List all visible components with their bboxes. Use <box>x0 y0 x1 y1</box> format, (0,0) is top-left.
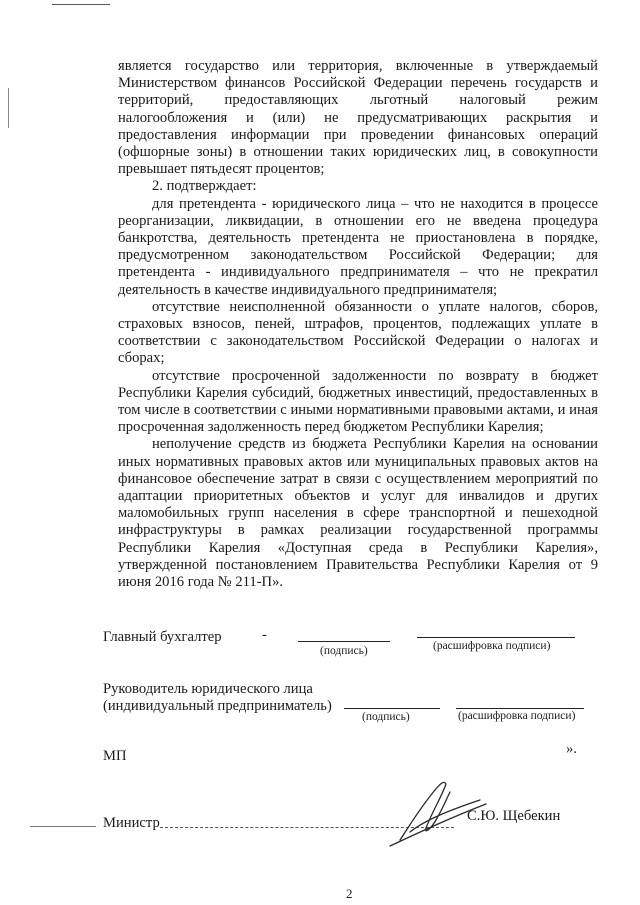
head-signature-line <box>344 708 440 709</box>
scan-mark-left <box>8 88 9 128</box>
paragraph-4: отсутствие неисполненной обязанности о уплате налогов, сборов, страховых взносов, пеней, штрафов, процентов, подлежащих уплате в соответствии с законодательством Российской Федерации о налогах и сборах; <box>118 298 598 367</box>
minister-label: Министр <box>103 815 160 831</box>
document-body <box>118 58 598 591</box>
chief-accountant-signature-line <box>298 641 390 642</box>
paragraph-3: для претендента - юридического лица – что не находится в процессе реорганизации, ликвидации, в отношении его не введена процедура банкротства, деятельность претендента не приостановлена в порядке, предусмотренном законодательством Российской Федерации; для претендента - индивидуального предпринимателя – что не прекратил деятельность в качестве индивидуального предпринимателя; <box>118 195 598 298</box>
scan-line-top <box>52 4 110 5</box>
paragraph-6: неполучение средств из бюджета Республики Карелия на основании иных нормативных правовых актов или муниципальных правовых актов на финансовое обеспечение затрат в связи с осуществлением мероприятий по адаптации приоритетных объектов и услуг для инвалидов и других маломобильных групп населения в сфере транспортной и пешеходной инфраструктуры в рамках реализации государственной программы Республики Карелия «Доступная среда в Республики Карелия», утвержденной постановлением Правительства Республики Карелия от 9 июня 2016 года № 211-П». <box>118 436 598 591</box>
closing-quote: ». <box>566 741 577 757</box>
head-decode-line <box>456 708 584 709</box>
chief-accountant-signature-caption: (подпись) <box>320 645 368 657</box>
head-decode-caption: (расшифровка подписи) <box>458 710 576 722</box>
scan-line-bottom-left <box>30 826 96 827</box>
stamp-label: МП <box>103 748 127 764</box>
paragraph-5: отсутствие просроченной задолженности по возврату в бюджет Республики Карелия субсидий, бюджетных инвестиций, предоставленных в том числе в соответствии с иными нормативными правовыми актами, и иная просроченная задолженность перед бюджетом Республики Карелия; <box>118 367 598 436</box>
chief-accountant-decode-caption: (расшифровка подписи) <box>433 640 551 652</box>
page-number: 2 <box>346 886 353 901</box>
head-label-line2: (индивидуальный предприниматель) <box>103 698 332 714</box>
head-label-line1: Руководитель юридического лица <box>103 681 313 697</box>
paragraph-2: 2. подтверждает: <box>152 178 257 195</box>
paragraph-1: является государство или территория, включенные в утверждаемый Министерством финансов Российской Федерации перечень государств и территорий, предоставляющих льготный налоговый режим налогообложения и (или) не предусматривающих раскрытия и предоставления информации при проведении финансовых операций (офшорные зоны) в отношении таких юридических лиц, в совокупности превышает пятьдесят процентов; <box>118 58 598 178</box>
chief-accountant-dash: - <box>262 627 267 643</box>
chief-accountant-decode-line <box>417 637 575 638</box>
minister-name: С.Ю. Щебекин <box>467 808 561 824</box>
chief-accountant-label: Главный бухгалтер <box>103 629 222 645</box>
head-signature-caption: (подпись) <box>362 711 410 723</box>
